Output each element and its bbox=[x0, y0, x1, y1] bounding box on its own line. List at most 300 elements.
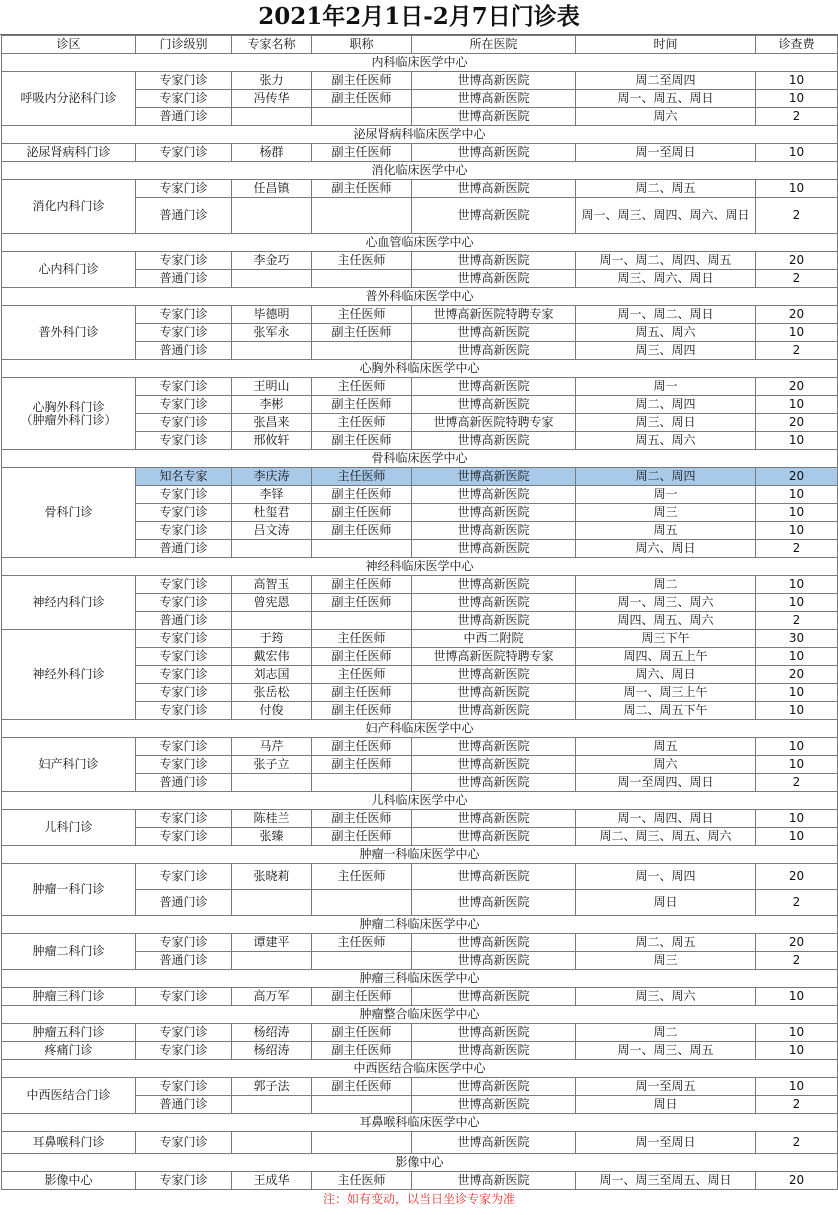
doctor-name-cell bbox=[232, 108, 312, 126]
doctor-title-cell: 副主任医师 bbox=[312, 684, 412, 702]
clinic-level-cell: 普通门诊 bbox=[136, 198, 232, 234]
doctor-title-cell: 副主任医师 bbox=[312, 90, 412, 108]
hospital-cell: 世博高新医院 bbox=[412, 756, 576, 774]
table-row bbox=[2, 630, 838, 648]
doctor-name-cell: 高万军 bbox=[232, 988, 312, 1006]
hospital-cell: 世博高新医院 bbox=[412, 540, 576, 558]
medical-center-name: 肿瘤一科临床医学中心 bbox=[2, 846, 838, 864]
fee-cell: 10 bbox=[756, 324, 838, 342]
table-row bbox=[2, 988, 838, 1006]
doctor-title-cell bbox=[312, 1132, 412, 1154]
header-cell: 专家名称 bbox=[232, 36, 312, 54]
footnote: 注：如有变动，以当日坐诊专家为准 bbox=[322, 1192, 515, 1206]
doctor-name-cell bbox=[232, 1132, 312, 1154]
doctor-title-cell: 副主任医师 bbox=[312, 988, 412, 1006]
doctor-name-cell: 任昌镇 bbox=[232, 180, 312, 198]
schedule-time-cell: 周二、周五 bbox=[576, 934, 756, 952]
doctor-name-cell: 杜玺君 bbox=[232, 504, 312, 522]
fee-cell: 2 bbox=[756, 1132, 838, 1154]
doctor-name-cell: 杨绍涛 bbox=[232, 1024, 312, 1042]
doctor-title-cell: 副主任医师 bbox=[312, 396, 412, 414]
clinic-level-cell: 专家门诊 bbox=[136, 1024, 232, 1042]
fee-cell: 20 bbox=[756, 1172, 838, 1190]
clinic-area-cell: 儿科门诊 bbox=[2, 810, 136, 846]
hospital-cell: 世博高新医院 bbox=[412, 90, 576, 108]
schedule-time-cell: 周四、周五、周六 bbox=[576, 612, 756, 630]
hospital-cell: 世博高新医院 bbox=[412, 1078, 576, 1096]
fee-cell: 10 bbox=[756, 72, 838, 90]
doctor-title-cell bbox=[312, 952, 412, 970]
fee-cell: 10 bbox=[756, 90, 838, 108]
hospital-cell: 中西二附院 bbox=[412, 630, 576, 648]
clinic-level-cell: 专家门诊 bbox=[136, 576, 232, 594]
center-row bbox=[2, 126, 838, 144]
table-row bbox=[2, 1078, 838, 1096]
doctor-name-cell bbox=[232, 342, 312, 360]
doctor-name-cell: 张子立 bbox=[232, 756, 312, 774]
hospital-cell: 世博高新医院特聘专家 bbox=[412, 306, 576, 324]
table-row bbox=[2, 738, 838, 756]
hospital-cell: 世博高新医院 bbox=[412, 324, 576, 342]
hospital-cell: 世博高新医院 bbox=[412, 396, 576, 414]
hospital-cell: 世博高新医院 bbox=[412, 864, 576, 890]
clinic-area-cell: 神经内科门诊 bbox=[2, 576, 136, 630]
medical-center-name: 泌尿肾病科临床医学中心 bbox=[2, 126, 838, 144]
center-row bbox=[2, 558, 838, 576]
fee-cell: 10 bbox=[756, 684, 838, 702]
hospital-cell: 世博高新医院 bbox=[412, 252, 576, 270]
medical-center-name: 内科临床医学中心 bbox=[2, 54, 838, 72]
hospital-cell: 世博高新医院 bbox=[412, 1024, 576, 1042]
doctor-name-cell bbox=[232, 198, 312, 234]
schedule-time-cell: 周二 bbox=[576, 576, 756, 594]
schedule-time-cell: 周五、周六 bbox=[576, 324, 756, 342]
clinic-level-cell: 普通门诊 bbox=[136, 774, 232, 792]
fee-cell: 2 bbox=[756, 198, 838, 234]
hospital-cell: 世博高新医院 bbox=[412, 612, 576, 630]
center-row bbox=[2, 970, 838, 988]
doctor-title-cell: 主任医师 bbox=[312, 414, 412, 432]
clinic-level-cell: 普通门诊 bbox=[136, 1096, 232, 1114]
schedule-time-cell: 周二、周三、周五、周六 bbox=[576, 828, 756, 846]
schedule-time-cell: 周六、周日 bbox=[576, 540, 756, 558]
center-row bbox=[2, 54, 838, 72]
schedule-time-cell: 周二、周四 bbox=[576, 468, 756, 486]
doctor-title-cell: 主任医师 bbox=[312, 1172, 412, 1190]
schedule-time-cell: 周六 bbox=[576, 756, 756, 774]
clinic-area-cell: 妇产科门诊 bbox=[2, 738, 136, 792]
table-row bbox=[2, 468, 838, 486]
hospital-cell: 世博高新医院 bbox=[412, 810, 576, 828]
center-row bbox=[2, 916, 838, 934]
schedule-time-cell: 周二、周四 bbox=[576, 396, 756, 414]
doctor-name-cell: 李彬 bbox=[232, 396, 312, 414]
schedule-time-cell: 周一 bbox=[576, 378, 756, 396]
doctor-title-cell: 主任医师 bbox=[312, 934, 412, 952]
schedule-time-cell: 周一、周四、周日 bbox=[576, 810, 756, 828]
medical-center-name: 肿瘤二科临床医学中心 bbox=[2, 916, 838, 934]
doctor-name-cell: 戴宏伟 bbox=[232, 648, 312, 666]
doctor-title-cell: 副主任医师 bbox=[312, 810, 412, 828]
fee-cell: 10 bbox=[756, 486, 838, 504]
schedule-time-cell: 周五 bbox=[576, 522, 756, 540]
doctor-title-cell: 副主任医师 bbox=[312, 1078, 412, 1096]
fee-cell: 10 bbox=[756, 180, 838, 198]
fee-cell: 20 bbox=[756, 252, 838, 270]
table-row bbox=[2, 72, 838, 90]
clinic-level-cell: 专家门诊 bbox=[136, 988, 232, 1006]
clinic-level-cell: 专家门诊 bbox=[136, 684, 232, 702]
hospital-cell: 世博高新医院 bbox=[412, 890, 576, 916]
fee-cell: 10 bbox=[756, 594, 838, 612]
doctor-title-cell: 副主任医师 bbox=[312, 1042, 412, 1060]
table-row bbox=[2, 934, 838, 952]
clinic-level-cell: 专家门诊 bbox=[136, 738, 232, 756]
schedule-time-cell: 周一、周五、周日 bbox=[576, 90, 756, 108]
schedule-time-cell: 周一、周三、周六 bbox=[576, 594, 756, 612]
table-row bbox=[2, 1042, 838, 1060]
doctor-name-cell: 李庆涛 bbox=[232, 468, 312, 486]
schedule-time-cell: 周二至周四 bbox=[576, 72, 756, 90]
doctor-title-cell bbox=[312, 1096, 412, 1114]
clinic-area-cell: 心胸外科门诊 （肿瘤外科门诊） bbox=[2, 378, 136, 450]
doctor-name-cell: 高智玉 bbox=[232, 576, 312, 594]
hospital-cell: 世博高新医院 bbox=[412, 72, 576, 90]
doctor-name-cell: 杨群 bbox=[232, 144, 312, 162]
doctor-name-cell: 杨绍涛 bbox=[232, 1042, 312, 1060]
center-row bbox=[2, 288, 838, 306]
fee-cell: 2 bbox=[756, 774, 838, 792]
header-cell: 职称 bbox=[312, 36, 412, 54]
doctor-title-cell: 主任医师 bbox=[312, 306, 412, 324]
hospital-cell: 世博高新医院 bbox=[412, 1096, 576, 1114]
doctor-name-cell bbox=[232, 540, 312, 558]
schedule-time-cell: 周一至周日 bbox=[576, 1132, 756, 1154]
doctor-name-cell: 张晓莉 bbox=[232, 864, 312, 890]
clinic-area-cell: 心内科门诊 bbox=[2, 252, 136, 288]
schedule-time-cell: 周一至周五 bbox=[576, 1078, 756, 1096]
clinic-area-cell: 呼吸内分泌科门诊 bbox=[2, 72, 136, 126]
hospital-cell: 世博高新医院 bbox=[412, 988, 576, 1006]
schedule-time-cell: 周二、周五下午 bbox=[576, 702, 756, 720]
hospital-cell: 世博高新医院 bbox=[412, 1132, 576, 1154]
doctor-title-cell bbox=[312, 540, 412, 558]
hospital-cell: 世博高新医院 bbox=[412, 576, 576, 594]
doctor-name-cell: 李铎 bbox=[232, 486, 312, 504]
center-row bbox=[2, 1114, 838, 1132]
doctor-title-cell: 副主任医师 bbox=[312, 756, 412, 774]
doctor-title-cell bbox=[312, 108, 412, 126]
clinic-level-cell: 专家门诊 bbox=[136, 702, 232, 720]
clinic-level-cell: 专家门诊 bbox=[136, 1078, 232, 1096]
doctor-title-cell bbox=[312, 612, 412, 630]
doctor-name-cell bbox=[232, 890, 312, 916]
header-cell: 门诊级别 bbox=[136, 36, 232, 54]
clinic-level-cell: 专家门诊 bbox=[136, 414, 232, 432]
doctor-name-cell bbox=[232, 270, 312, 288]
medical-center-name: 影像中心 bbox=[2, 1154, 838, 1172]
schedule-time-cell: 周一 bbox=[576, 486, 756, 504]
schedule-time-cell: 周三 bbox=[576, 952, 756, 970]
clinic-area-cell: 耳鼻喉科门诊 bbox=[2, 1132, 136, 1154]
doctor-name-cell: 张军永 bbox=[232, 324, 312, 342]
clinic-schedule-table bbox=[1, 35, 838, 1190]
schedule-time-cell: 周一、周三至周五、周日 bbox=[576, 1172, 756, 1190]
schedule-time-cell: 周三下午 bbox=[576, 630, 756, 648]
fee-cell: 10 bbox=[756, 1024, 838, 1042]
center-row bbox=[2, 450, 838, 468]
fee-cell: 10 bbox=[756, 648, 838, 666]
schedule-time-cell: 周一、周二、周日 bbox=[576, 306, 756, 324]
clinic-level-cell: 专家门诊 bbox=[136, 504, 232, 522]
center-row bbox=[2, 360, 838, 378]
clinic-level-cell: 专家门诊 bbox=[136, 396, 232, 414]
fee-cell: 10 bbox=[756, 576, 838, 594]
doctor-name-cell bbox=[232, 612, 312, 630]
fee-cell: 2 bbox=[756, 890, 838, 916]
doctor-title-cell: 副主任医师 bbox=[312, 576, 412, 594]
fee-cell: 30 bbox=[756, 630, 838, 648]
clinic-level-cell: 专家门诊 bbox=[136, 864, 232, 890]
hospital-cell: 世博高新医院 bbox=[412, 702, 576, 720]
schedule-time-cell: 周三、周日 bbox=[576, 414, 756, 432]
center-row bbox=[2, 720, 838, 738]
fee-cell: 10 bbox=[756, 828, 838, 846]
schedule-time-cell: 周三、周六、周日 bbox=[576, 270, 756, 288]
doctor-name-cell: 曾宪恩 bbox=[232, 594, 312, 612]
table-row bbox=[2, 1132, 838, 1154]
clinic-level-cell: 专家门诊 bbox=[136, 666, 232, 684]
hospital-cell: 世博高新医院 bbox=[412, 1042, 576, 1060]
schedule-time-cell: 周三、周六 bbox=[576, 988, 756, 1006]
doctor-name-cell bbox=[232, 952, 312, 970]
doctor-name-cell: 李金巧 bbox=[232, 252, 312, 270]
table-row bbox=[2, 1172, 838, 1190]
hospital-cell: 世博高新医院 bbox=[412, 378, 576, 396]
doctor-name-cell: 于筠 bbox=[232, 630, 312, 648]
center-row bbox=[2, 846, 838, 864]
doctor-title-cell: 副主任医师 bbox=[312, 144, 412, 162]
header-cell: 时间 bbox=[576, 36, 756, 54]
fee-cell: 20 bbox=[756, 306, 838, 324]
doctor-name-cell: 谭建平 bbox=[232, 934, 312, 952]
hospital-cell: 世博高新医院 bbox=[412, 522, 576, 540]
center-row bbox=[2, 1154, 838, 1172]
clinic-area-cell: 泌尿肾病科门诊 bbox=[2, 144, 136, 162]
doctor-name-cell: 邢攸轩 bbox=[232, 432, 312, 450]
doctor-name-cell: 毕德明 bbox=[232, 306, 312, 324]
fee-cell: 2 bbox=[756, 342, 838, 360]
table-row bbox=[2, 180, 838, 198]
hospital-cell: 世博高新医院 bbox=[412, 342, 576, 360]
clinic-level-cell: 普通门诊 bbox=[136, 540, 232, 558]
schedule-time-cell: 周二、周五 bbox=[576, 180, 756, 198]
schedule-time-cell: 周三 bbox=[576, 504, 756, 522]
schedule-time-cell: 周六、周日 bbox=[576, 666, 756, 684]
fee-cell: 2 bbox=[756, 270, 838, 288]
hospital-cell: 世博高新医院 bbox=[412, 774, 576, 792]
doctor-title-cell: 副主任医师 bbox=[312, 702, 412, 720]
medical-center-name: 肿瘤三科临床医学中心 bbox=[2, 970, 838, 988]
doctor-name-cell: 付俊 bbox=[232, 702, 312, 720]
hospital-cell: 世博高新医院 bbox=[412, 270, 576, 288]
fee-cell: 20 bbox=[756, 864, 838, 890]
clinic-level-cell: 专家门诊 bbox=[136, 144, 232, 162]
hospital-cell: 世博高新医院特聘专家 bbox=[412, 648, 576, 666]
fee-cell: 10 bbox=[756, 988, 838, 1006]
header-cell: 诊区 bbox=[2, 36, 136, 54]
clinic-level-cell: 知名专家 bbox=[136, 468, 232, 486]
schedule-time-cell: 周六 bbox=[576, 108, 756, 126]
doctor-name-cell: 马芹 bbox=[232, 738, 312, 756]
fee-cell: 10 bbox=[756, 1042, 838, 1060]
clinic-level-cell: 普通门诊 bbox=[136, 952, 232, 970]
doctor-title-cell: 主任医师 bbox=[312, 630, 412, 648]
schedule-time-cell: 周一至周日 bbox=[576, 144, 756, 162]
hospital-cell: 世博高新医院 bbox=[412, 468, 576, 486]
fee-cell: 10 bbox=[756, 810, 838, 828]
doctor-title-cell: 副主任医师 bbox=[312, 324, 412, 342]
fee-cell: 20 bbox=[756, 666, 838, 684]
clinic-area-cell: 肿瘤三科门诊 bbox=[2, 988, 136, 1006]
clinic-level-cell: 专家门诊 bbox=[136, 648, 232, 666]
fee-cell: 2 bbox=[756, 1096, 838, 1114]
doctor-name-cell: 张臻 bbox=[232, 828, 312, 846]
schedule-time-cell: 周日 bbox=[576, 1096, 756, 1114]
doctor-name-cell: 刘志国 bbox=[232, 666, 312, 684]
doctor-title-cell bbox=[312, 342, 412, 360]
clinic-level-cell: 专家门诊 bbox=[136, 1132, 232, 1154]
clinic-area-cell: 肿瘤二科门诊 bbox=[2, 934, 136, 970]
schedule-time-cell: 周一、周三上午 bbox=[576, 684, 756, 702]
doctor-title-cell: 副主任医师 bbox=[312, 738, 412, 756]
table-row bbox=[2, 144, 838, 162]
clinic-area-cell: 消化内科门诊 bbox=[2, 180, 136, 234]
doctor-title-cell: 主任医师 bbox=[312, 666, 412, 684]
hospital-cell: 世博高新医院 bbox=[412, 144, 576, 162]
clinic-area-cell: 骨科门诊 bbox=[2, 468, 136, 558]
doctor-title-cell: 主任医师 bbox=[312, 864, 412, 890]
fee-cell: 10 bbox=[756, 1078, 838, 1096]
hospital-cell: 世博高新医院 bbox=[412, 432, 576, 450]
clinic-level-cell: 专家门诊 bbox=[136, 486, 232, 504]
clinic-level-cell: 专家门诊 bbox=[136, 90, 232, 108]
doctor-title-cell: 副主任医师 bbox=[312, 522, 412, 540]
schedule-time-cell: 周三、周四 bbox=[576, 342, 756, 360]
hospital-cell: 世博高新医院 bbox=[412, 666, 576, 684]
medical-center-name: 中西医结合临床医学中心 bbox=[2, 1060, 838, 1078]
page-title: 2021年2月1日-2月7日门诊表 bbox=[0, 0, 838, 35]
schedule-time-cell: 周五、周六 bbox=[576, 432, 756, 450]
fee-cell: 10 bbox=[756, 522, 838, 540]
medical-center-name: 普外科临床医学中心 bbox=[2, 288, 838, 306]
clinic-level-cell: 专家门诊 bbox=[136, 1172, 232, 1190]
medical-center-name: 妇产科临床医学中心 bbox=[2, 720, 838, 738]
clinic-area-cell: 神经外科门诊 bbox=[2, 630, 136, 720]
table-row bbox=[2, 252, 838, 270]
hospital-cell: 世博高新医院 bbox=[412, 108, 576, 126]
fee-cell: 10 bbox=[756, 738, 838, 756]
clinic-level-cell: 普通门诊 bbox=[136, 108, 232, 126]
doctor-title-cell: 副主任医师 bbox=[312, 180, 412, 198]
clinic-level-cell: 专家门诊 bbox=[136, 810, 232, 828]
clinic-level-cell: 普通门诊 bbox=[136, 342, 232, 360]
doctor-name-cell: 张昌来 bbox=[232, 414, 312, 432]
doctor-title-cell bbox=[312, 270, 412, 288]
hospital-cell: 世博高新医院 bbox=[412, 1172, 576, 1190]
doctor-name-cell: 吕文涛 bbox=[232, 522, 312, 540]
table-row bbox=[2, 306, 838, 324]
hospital-cell: 世博高新医院 bbox=[412, 952, 576, 970]
doctor-title-cell bbox=[312, 774, 412, 792]
fee-cell: 10 bbox=[756, 144, 838, 162]
doctor-title-cell: 副主任医师 bbox=[312, 648, 412, 666]
fee-cell: 10 bbox=[756, 504, 838, 522]
doctor-name-cell: 冯传华 bbox=[232, 90, 312, 108]
clinic-area-cell: 影像中心 bbox=[2, 1172, 136, 1190]
fee-cell: 20 bbox=[756, 378, 838, 396]
header-row bbox=[2, 36, 838, 54]
clinic-level-cell: 专家门诊 bbox=[136, 72, 232, 90]
medical-center-name: 耳鼻喉科临床医学中心 bbox=[2, 1114, 838, 1132]
hospital-cell: 世博高新医院 bbox=[412, 180, 576, 198]
doctor-title-cell: 主任医师 bbox=[312, 252, 412, 270]
doctor-name-cell bbox=[232, 1096, 312, 1114]
clinic-level-cell: 专家门诊 bbox=[136, 828, 232, 846]
clinic-level-cell: 专家门诊 bbox=[136, 306, 232, 324]
fee-cell: 2 bbox=[756, 108, 838, 126]
doctor-title-cell: 副主任医师 bbox=[312, 828, 412, 846]
hospital-cell: 世博高新医院 bbox=[412, 934, 576, 952]
doctor-title-cell: 主任医师 bbox=[312, 378, 412, 396]
clinic-level-cell: 专家门诊 bbox=[136, 1042, 232, 1060]
fee-cell: 10 bbox=[756, 432, 838, 450]
doctor-name-cell: 张力 bbox=[232, 72, 312, 90]
schedule-time-cell: 周日 bbox=[576, 890, 756, 916]
clinic-level-cell: 专家门诊 bbox=[136, 252, 232, 270]
doctor-title-cell: 副主任医师 bbox=[312, 594, 412, 612]
clinic-level-cell: 专家门诊 bbox=[136, 522, 232, 540]
schedule-time-cell: 周一至周四、周日 bbox=[576, 774, 756, 792]
hospital-cell: 世博高新医院 bbox=[412, 504, 576, 522]
hospital-cell: 世博高新医院 bbox=[412, 738, 576, 756]
center-row bbox=[2, 792, 838, 810]
clinic-level-cell: 普通门诊 bbox=[136, 270, 232, 288]
fee-cell: 10 bbox=[756, 396, 838, 414]
table-row bbox=[2, 864, 838, 890]
doctor-title-cell: 副主任医师 bbox=[312, 72, 412, 90]
table-row bbox=[2, 576, 838, 594]
clinic-level-cell: 专家门诊 bbox=[136, 378, 232, 396]
clinic-area-cell: 中西医结合门诊 bbox=[2, 1078, 136, 1114]
doctor-title-cell: 副主任医师 bbox=[312, 486, 412, 504]
fee-cell: 10 bbox=[756, 702, 838, 720]
center-row bbox=[2, 234, 838, 252]
clinic-level-cell: 专家门诊 bbox=[136, 594, 232, 612]
clinic-level-cell: 专家门诊 bbox=[136, 934, 232, 952]
table-row bbox=[2, 810, 838, 828]
hospital-cell: 世博高新医院 bbox=[412, 198, 576, 234]
table-row bbox=[2, 378, 838, 396]
clinic-level-cell: 普通门诊 bbox=[136, 612, 232, 630]
doctor-name-cell: 王成华 bbox=[232, 1172, 312, 1190]
header-cell: 所在医院 bbox=[412, 36, 576, 54]
schedule-time-cell: 周一、周二、周四、周五 bbox=[576, 252, 756, 270]
fee-cell: 20 bbox=[756, 934, 838, 952]
medical-center-name: 消化临床医学中心 bbox=[2, 162, 838, 180]
schedule-time-cell: 周二 bbox=[576, 1024, 756, 1042]
clinic-area-cell: 普外科门诊 bbox=[2, 306, 136, 360]
